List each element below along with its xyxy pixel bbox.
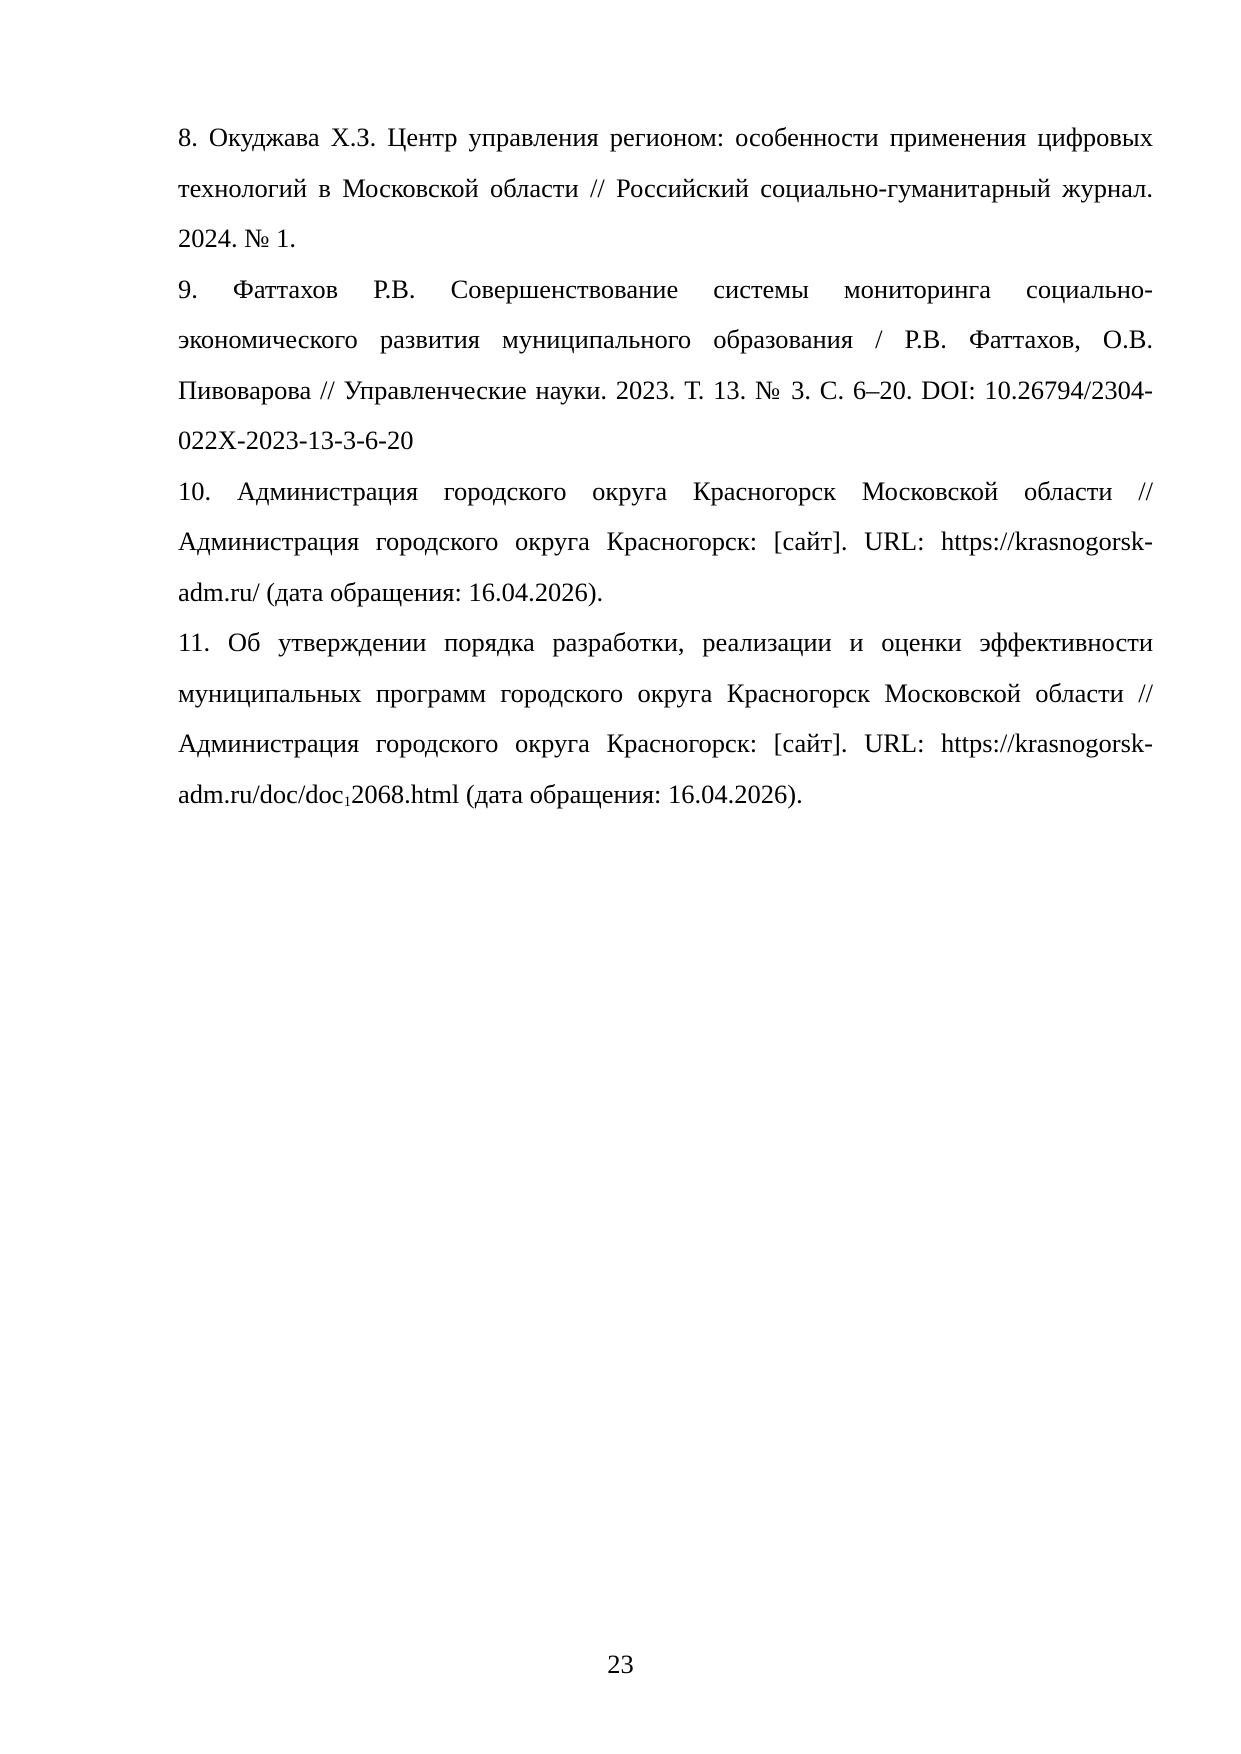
reference-list <box>178 112 1153 819</box>
reference-item-11-subscript: 1 <box>343 793 352 810</box>
reference-item-11-text-before: 11. Об утверждении порядка разработки, реализации и оценки эффективности муниципальных программ городского округа Красногорск Московской области // Администрация городского округа Красногорск: [сайт]. URL: https://krasnogorsk-adm.ru/doc/doc <box>178 627 1153 809</box>
reference-item-9: 9. Фаттахов Р.В. Совершенствование системы мониторинга социально-экономического развития муниципального образования / Р.В. Фаттахов, О.В. Пивоварова // Управленческие науки. 2023. Т. 13. № 3. С. 6–20. DOI: 10.26794/2304-022X-2023-13-3-6-20 <box>178 273 1153 455</box>
reference-item-11-text-after: 2068.html (дата обращения: 16.04.2026). <box>351 778 803 809</box>
reference-item-10: 10. Администрация городского округа Красногорск Московской области // Администрация городского округа Красногорск: [сайт]. URL: https://krasnogorsk-adm.ru/ (дата обращения: 16.04.2026). <box>178 475 1153 607</box>
reference-item-11 <box>178 617 1153 819</box>
page-number: 23 <box>607 1649 634 1679</box>
reference-item-8: 8. Окуджава Х.З. Центр управления регионом: особенности применения цифровых технологий в Московской области // Российский социально-гуманитарный журнал. 2024. № 1. <box>178 122 1153 253</box>
